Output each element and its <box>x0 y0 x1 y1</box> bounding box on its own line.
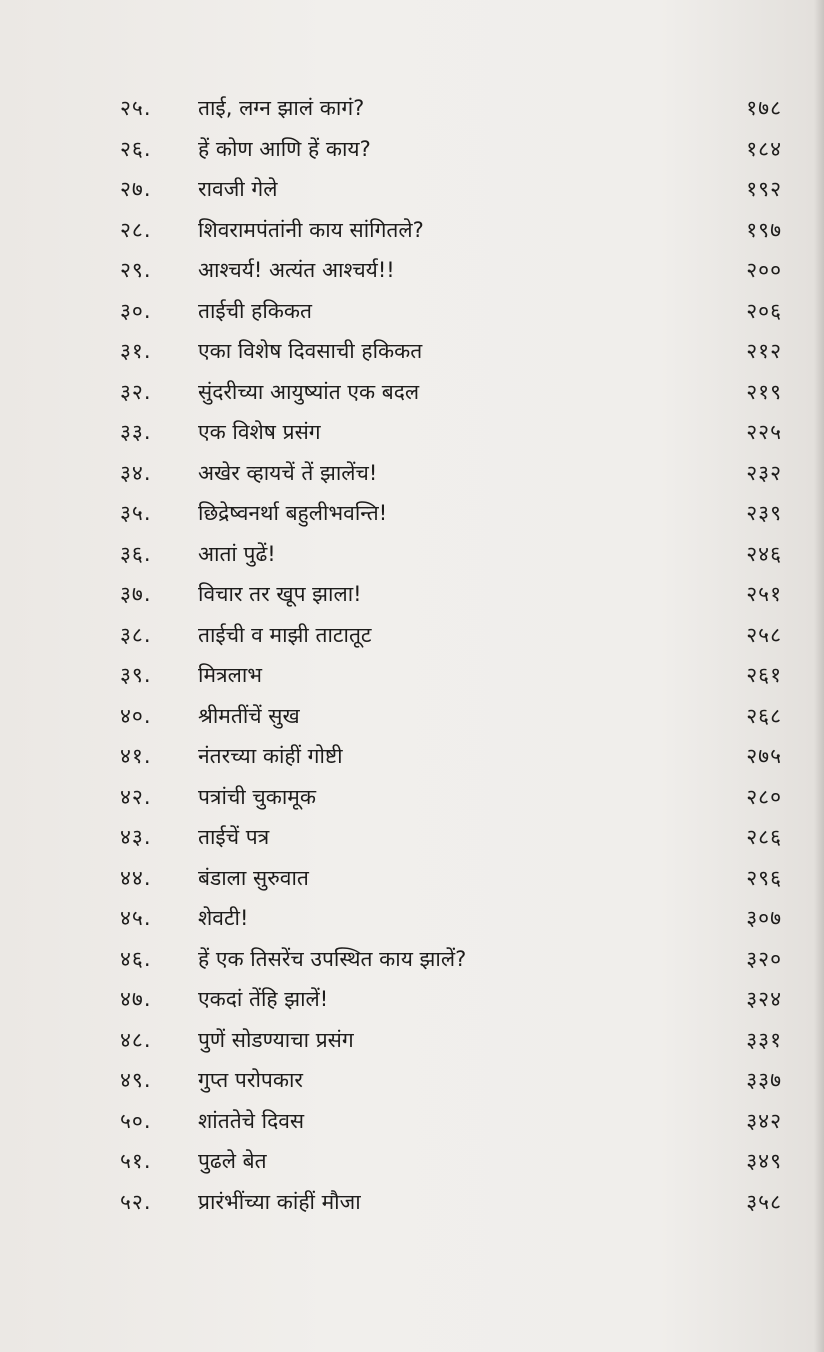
chapter-title: नंतरच्या कांहीं गोष्टी <box>198 744 343 768</box>
page-number: २३२ <box>746 460 782 485</box>
chapter-number: ४१. <box>120 744 152 768</box>
chapter-number: ५१. <box>120 1149 152 1173</box>
page-number: २६१ <box>746 663 782 687</box>
chapter-number: ३७. <box>120 582 152 606</box>
toc-entry <box>0 129 824 169</box>
page-number: २५८ <box>746 622 782 647</box>
page-number: २६८ <box>746 703 782 728</box>
page-number: २१२ <box>746 339 782 363</box>
chapter-title: आश्चर्य! अत्यंत आश्चर्य!! <box>198 258 395 282</box>
chapter-title: पुढले बेत <box>198 1149 267 1173</box>
chapter-number: ३४. <box>120 460 152 485</box>
toc-entry <box>0 615 824 655</box>
toc-entry <box>0 291 824 331</box>
page-number: २१९ <box>746 379 782 404</box>
toc-entry <box>0 858 824 898</box>
page-number: १९७ <box>746 217 782 242</box>
chapter-number: ४३. <box>120 825 152 849</box>
chapter-number: ४२. <box>120 784 152 809</box>
chapter-number: ५०. <box>120 1108 152 1133</box>
page-number: २२५ <box>746 420 782 444</box>
toc-entry <box>0 898 824 938</box>
chapter-title: हें एक तिसरेंच उपस्थित काय झालें? <box>198 946 467 971</box>
toc-entry <box>0 331 824 371</box>
chapter-title: एका विशेष दिवसाची हकिकत <box>198 339 423 363</box>
page-number: २९६ <box>746 865 782 890</box>
chapter-number: ३६. <box>120 541 152 566</box>
chapter-title: रावजी गेले <box>198 177 278 201</box>
page-number: ३२४ <box>746 987 782 1011</box>
chapter-number: २९. <box>120 258 152 282</box>
toc-entry <box>0 453 824 493</box>
toc-entry <box>0 777 824 817</box>
chapter-title: शेवटी! <box>198 906 249 930</box>
toc-entry <box>0 1182 824 1222</box>
chapter-title: एक विशेष प्रसंग <box>198 420 321 444</box>
toc-entry <box>0 493 824 533</box>
toc-entry <box>0 939 824 979</box>
page-number: ३०७ <box>746 906 782 930</box>
chapter-number: ५२. <box>120 1189 152 1214</box>
chapter-number: २५. <box>120 96 152 120</box>
toc-entry <box>0 736 824 776</box>
toc-entry <box>0 1060 824 1100</box>
chapter-number: ३१. <box>120 339 152 363</box>
page-number: २०० <box>746 258 782 282</box>
chapter-title: आतां पुढें! <box>198 541 276 566</box>
page-number: २०६ <box>746 298 782 323</box>
chapter-number: ३२. <box>120 379 152 404</box>
chapter-number: ३९. <box>120 663 152 687</box>
page-number: २८६ <box>746 825 782 849</box>
toc-entry <box>0 1101 824 1141</box>
toc-entry <box>0 169 824 209</box>
chapter-number: २७. <box>120 177 152 201</box>
chapter-title: सुंदरीच्या आयुष्यांत एक बदल <box>198 379 420 404</box>
chapter-title: बंडाला सुरुवात <box>198 865 309 890</box>
chapter-title: शांततेचे दिवस <box>198 1108 305 1133</box>
chapter-title: मित्रलाभ <box>198 663 263 687</box>
chapter-title: छिद्रेष्वनर्था बहुलीभवन्ति! <box>198 501 388 525</box>
chapter-title: ताई, लग्न झालं कागं? <box>198 96 365 120</box>
chapter-title: शिवरामपंतांनी काय सांगितले? <box>198 217 424 242</box>
toc-entry <box>0 696 824 736</box>
toc-entry <box>0 210 824 250</box>
chapter-title: ताईची व माझी ताटातूट <box>198 622 372 647</box>
toc-entry <box>0 372 824 412</box>
chapter-title: प्रारंभींच्या कांहीं मौजा <box>198 1189 361 1214</box>
chapter-number: २८. <box>120 217 152 242</box>
toc-entry <box>0 250 824 290</box>
chapter-number: ४८. <box>120 1027 152 1052</box>
toc-entry <box>0 979 824 1019</box>
chapter-title: एकदां तेंहि झालें! <box>198 987 329 1011</box>
chapter-number: ३५. <box>120 501 152 525</box>
page-number: १७८ <box>746 96 782 120</box>
toc-entry <box>0 412 824 452</box>
chapter-number: ३८. <box>120 622 152 647</box>
toc-entry <box>0 574 824 614</box>
page-number: १८४ <box>746 136 782 161</box>
toc-entry <box>0 1141 824 1181</box>
page-number: ३५८ <box>746 1189 782 1214</box>
chapter-title: ताईची हकिकत <box>198 298 312 323</box>
page-number: २३९ <box>746 501 782 525</box>
chapter-number: ४५. <box>120 906 152 930</box>
page-number: १९२ <box>746 177 782 201</box>
chapter-number: ४४. <box>120 865 152 890</box>
toc-entry <box>0 1020 824 1060</box>
chapter-title: ताईचें पत्र <box>198 825 270 849</box>
chapter-title: पुणें सोडण्याचा प्रसंग <box>198 1027 354 1052</box>
toc-entry <box>0 817 824 857</box>
chapter-number: ४७. <box>120 987 152 1011</box>
page-number: २७५ <box>746 744 782 768</box>
page-number: ३३१ <box>746 1027 782 1052</box>
chapter-number: २६. <box>120 136 152 161</box>
page-number: २५१ <box>746 582 782 606</box>
toc-entry <box>0 88 824 128</box>
page-number: ३४९ <box>746 1149 782 1173</box>
chapter-title: विचार तर खूप झाला! <box>198 582 362 606</box>
toc-entry <box>0 534 824 574</box>
chapter-title: गुप्त परोपकार <box>198 1068 303 1092</box>
chapter-number: ४६. <box>120 946 152 971</box>
page-number: ३४२ <box>746 1108 782 1133</box>
chapter-title: हें कोण आणि हें काय? <box>198 136 371 161</box>
chapter-number: ४०. <box>120 703 152 728</box>
chapter-number: ४९. <box>120 1068 152 1092</box>
chapter-title: श्रीमतींचें सुख <box>198 703 300 728</box>
page-number: ३३७ <box>746 1068 782 1092</box>
page-number: २४६ <box>746 541 782 566</box>
chapter-title: पत्रांची चुकामूक <box>198 784 316 809</box>
toc-entry <box>0 655 824 695</box>
chapter-title: अखेर व्हायचें तें झालेंच! <box>198 460 378 485</box>
chapter-number: ३३. <box>120 420 152 444</box>
page-number: ३२० <box>746 946 782 971</box>
chapter-number: ३०. <box>120 298 152 323</box>
page-number: २८० <box>746 784 782 809</box>
